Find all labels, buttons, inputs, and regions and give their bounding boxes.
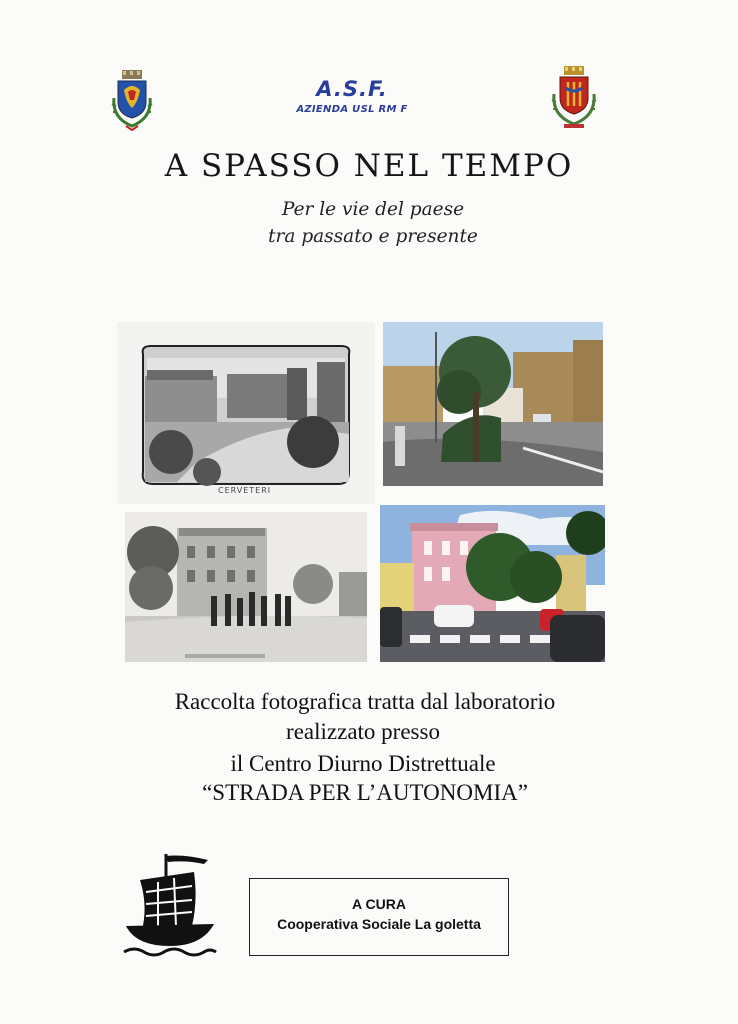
municipal-crest-left bbox=[108, 68, 156, 134]
credit-organization: Cooperativa Sociale La goletta bbox=[277, 916, 481, 932]
asl-logo bbox=[286, 78, 418, 122]
photo-caption: CERVETERI bbox=[218, 486, 272, 495]
subtitle-line-2: tra passato e presente bbox=[268, 226, 478, 247]
modern-photo-street bbox=[380, 505, 605, 662]
description-line-2: realizzato presso bbox=[286, 719, 440, 744]
historic-photo-street bbox=[125, 512, 367, 662]
municipal-crest-right bbox=[548, 64, 600, 134]
credit-label: A CURA bbox=[352, 896, 406, 912]
description-line-1: Raccolta fotografica tratta dal laboratorio bbox=[174, 689, 556, 714]
subtitle-line-1: Per le vie del paese bbox=[281, 199, 465, 220]
sailing-ship-logo bbox=[122, 850, 218, 958]
asl-logo-mark: A.S.F. bbox=[316, 77, 388, 101]
organization-name: AZIENDA USL RM F bbox=[296, 104, 408, 115]
description-line-3: il Centro Diurno Distrettuale bbox=[230, 751, 496, 776]
page-title: A SPASSO NEL TEMPO bbox=[164, 148, 574, 184]
credit-box bbox=[249, 878, 509, 956]
modern-photo-castle bbox=[383, 322, 603, 486]
historic-photo-castle bbox=[117, 322, 375, 504]
description-line-4: “STRADA PER L’AUTONOMIA” bbox=[202, 780, 528, 805]
